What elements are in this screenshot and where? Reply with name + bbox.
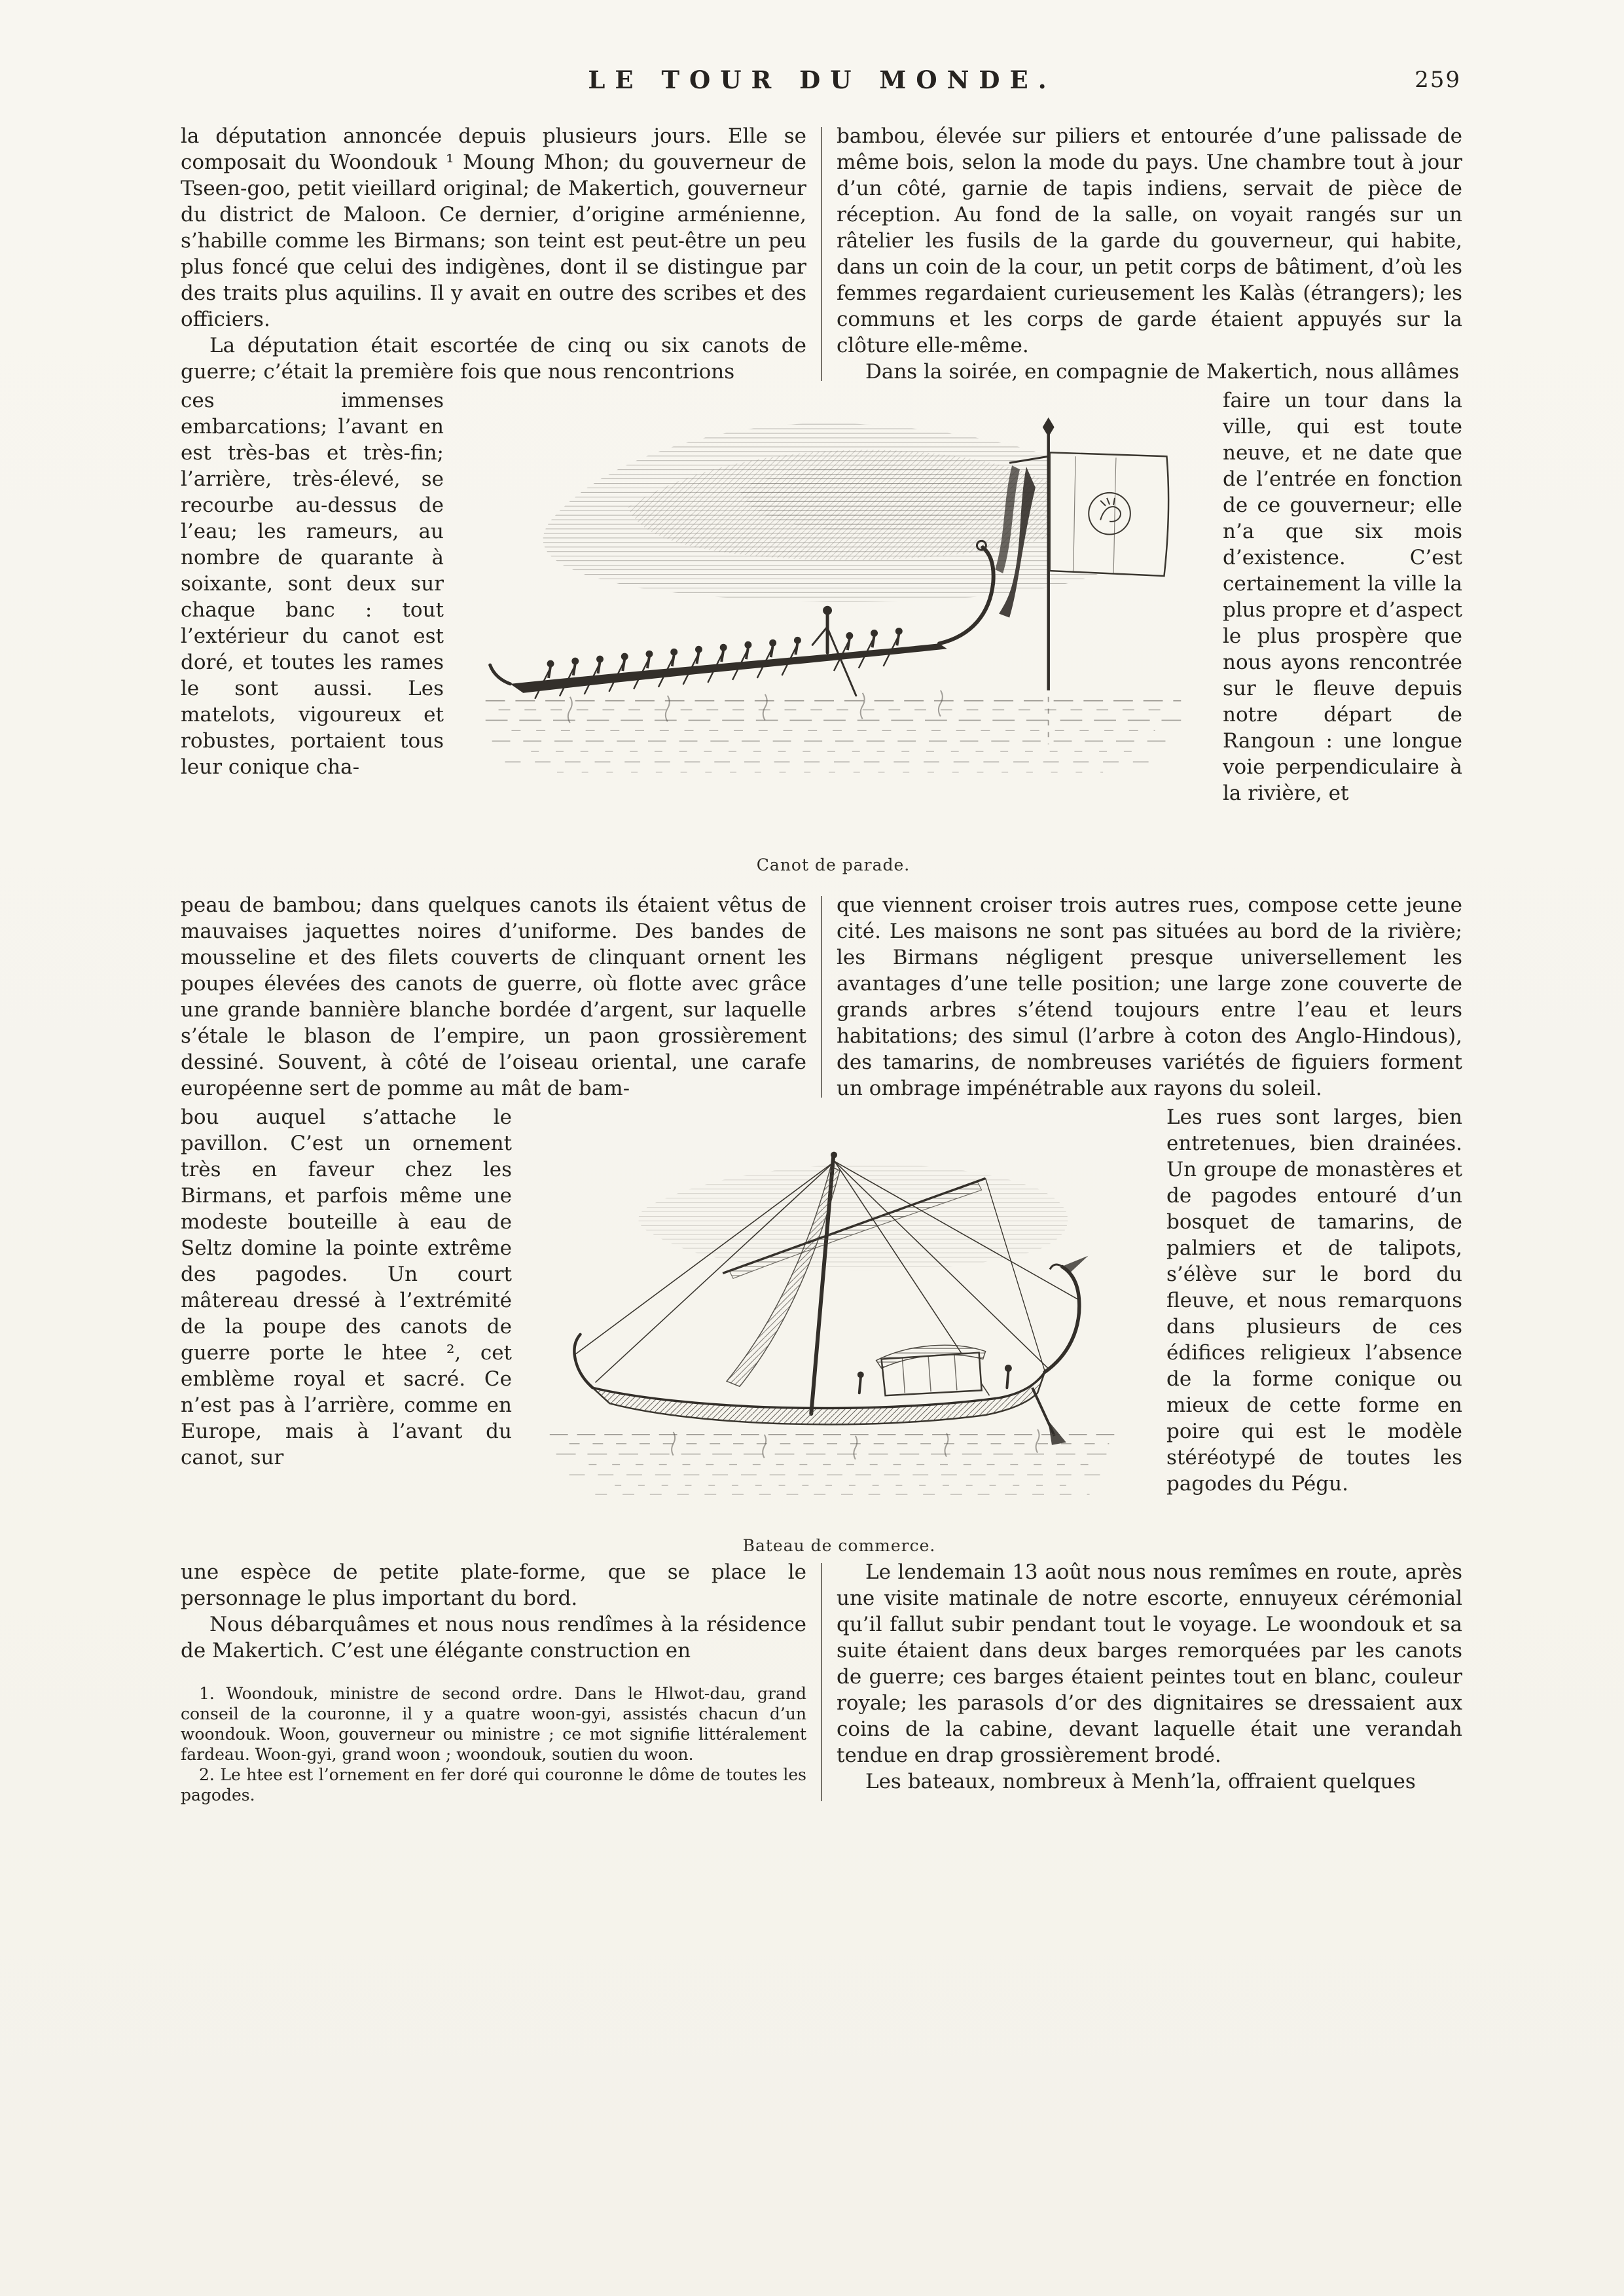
paragraph: que viennent croiser trois autres rues, compose cette jeune cité. Les maisons ne sont pas situées au bord de la rivière; les Birmans négligent presque universellement les avantages d’une telle position; une large zone couverte de grands arbres s’étend toujours entre l’eau et leurs habitations; des simul (l’arbre à coton des Anglo-Hindous), des tamarins, de nombreuses variétés de figuiers forment un ombrage impénétrable aux rayons du soleil. <box>837 893 1462 1100</box>
paragraph: Nous débarquâmes et nous nous rendîmes à la résidence de Makertich. C’est une élégante construction en <box>181 1612 806 1662</box>
left-column-beside-figure1 <box>181 387 444 888</box>
right-column-top <box>837 123 1462 385</box>
footnote: 2. Le htee est l’ornement en fer doré qui couronne le dôme de toutes les pagodes. <box>181 1765 806 1804</box>
left-column-middle <box>181 892 806 1102</box>
figure-canot-de-parade <box>460 390 1207 874</box>
paragraph: Les bateaux, nombreux à Menh’la, offraient quelques <box>865 1769 1416 1793</box>
page-content <box>181 123 1462 1805</box>
page-number: 259 <box>1415 67 1461 93</box>
middle-text-section <box>181 892 1462 1102</box>
paragraph: La députation était escortée de cinq ou six canots de guerre; c’était la première fois que nous rencontrions <box>181 334 806 384</box>
canot-de-parade-engraving-illustration <box>460 390 1207 845</box>
left-column-top <box>181 123 806 385</box>
paragraph: bambou, élevée sur piliers et entourée d’une palissade de même bois, selon la mode du pays. Une chambre tout à jour d’un côté, garnie de tapis indiens, servait de pièce de réception. Au fond de la salle, on voyait rangés sur un râtelier les fusils de la garde du gouverneur, qui habite, dans un coin de la cour, un petit corps de bâtiment, d’où les femmes regardaient curieusement les Kalàs (étrangers); les communs et les corps de garde étaient appuyés sur la clôture elle-même. <box>837 124 1462 357</box>
paragraph: la députation annoncée depuis plusieurs jours. Elle se composait du Woondouk ¹ Moung Mhon; du gouverneur de Tseen-goo, petit vieillard original; de Makertich, gouverneur du district de Maloon. Ce dernier, d’origine arménienne, s’habille comme les Birmans; son teint est peut-être un peu plus foncé que celui des indigènes, dont il se distingue par des traits plus aquilins. Il y avait en outre des scribes et des officiers. <box>181 124 806 331</box>
figure2-band <box>181 1104 1462 1555</box>
column-divider <box>821 896 822 1098</box>
bottom-text-section <box>181 1559 1462 1805</box>
paragraph: ces immenses embarcations; l’avant en est très-bas et très-fin; l’arrière, très-élevé, se recourbe au-dessus de l’eau; les rameurs, au nombre de quarante à soixante, sont deux sur chaque banc : tout l’extérieur du canot est doré, et toutes les rames le sont aussi. Les matelots, vigoureux et robustes, portaient tous leur conique cha- <box>181 389 444 779</box>
column-divider <box>821 127 822 381</box>
figure2-caption: Bateau de commerce. <box>742 1535 936 1555</box>
right-column-beside-figure2 <box>1166 1104 1462 1555</box>
left-column-beside-figure2 <box>181 1104 512 1555</box>
footnotes <box>181 1683 806 1805</box>
right-column-bottom <box>837 1559 1462 1805</box>
running-head <box>182 65 1462 98</box>
figure-bateau-de-commerce <box>530 1109 1148 1555</box>
right-column-beside-figure1 <box>1223 387 1462 888</box>
paragraph: faire un tour dans la ville, qui est toute neuve, et ne date que de l’entrée en fonction de ce gouverneur; elle n’a que six mois d’existence. C’est certainement la ville la plus propre et d’aspect le plus prospère que nous ayons rencontrée sur le fleuve depuis notre départ de Rangoun : une longue voie perpendiculaire à la rivière, et <box>1223 389 1462 805</box>
figure1-area <box>444 387 1223 888</box>
paragraph: Le lendemain 13 août nous nous remîmes en route, après une visite matinale de notre escorte, ennuyeux cérémonial qu’il fallut subir pendant tout le voyage. Le woondouk et sa suite étaient dans deux barges remorquées par les canots de guerre; ces barges étaient peintes tout en blanc, couleur royale; les parasols d’or des dignitaires se dressaient aux coins de la cabine, devant laquelle était une verandah tendue en drap grossièrement brodé. <box>837 1560 1462 1767</box>
footnote: 1. Woondouk, ministre de second ordre. Dans le Hlwot-dau, grand conseil de la couronne, il y a quatre woon-gyi, assistés chacun d’un woondouk. Woon, gouverneur ou ministre ; ce mot signifie littéralement fardeau. Woon-gyi, grand woon ; woondouk, soutien du woon. <box>181 1683 806 1764</box>
paragraph: peau de bambou; dans quelques canots ils étaient vêtus de mauvaises jaquettes noires d’uniforme. Des bandes de mousseline et des filets couverts de clinquant ornent les poupes élevées des canots de guerre, où flotte avec grâce une grande bannière blanche bordée d’argent, sur laquelle s’étale le blason de l’empire, un paon grossièrement dessiné. Souvent, à côté de l’oiseau oriental, une carafe européenne sert de pomme au mât de bam- <box>181 893 806 1100</box>
column-divider <box>821 1563 822 1801</box>
paragraph: une espèce de petite plate-forme, que se place le personnage le plus important du bord. <box>181 1560 806 1610</box>
right-column-middle <box>837 892 1462 1102</box>
paragraph: Dans la soirée, en compagnie de Makertich, nous allâmes <box>865 360 1460 384</box>
figure1-caption: Canot de parade. <box>756 855 911 875</box>
paragraph: Les rues sont larges, bien entretenues, bien drainées. Un groupe de monastères et de pagodes entouré d’un bosquet de tamarins, de palmiers et de talipots, s’élève sur le bord du fleuve, et nous remarquons dans plusieurs de ces édifices religieux l’absence de la forme conique ou mieux de cette forme en poire qui est le modèle stéréotypé de toutes les pagodes du Pégu. <box>1166 1105 1462 1496</box>
top-text-section <box>181 123 1462 385</box>
figure1-band <box>181 387 1462 888</box>
bateau-de-commerce-engraving-illustration <box>530 1109 1148 1526</box>
left-column-bottom <box>181 1559 806 1805</box>
journal-title: LE TOUR DU MONDE. <box>588 65 1056 94</box>
paragraph: bou auquel s’attache le pavillon. C’est un ornement très en faveur chez les Birmans, et parfois même une modeste bouteille à eau de Seltz domine la pointe extrême des pagodes. Un court mâtereau dressé à l’extrémité de la poupe des canots de guerre porte le htee ², cet emblème royal et sacré. Ce n’est pas à l’arrière, comme en Europe, mais à l’avant du canot, sur <box>181 1105 512 1469</box>
figure2-area <box>512 1104 1166 1555</box>
